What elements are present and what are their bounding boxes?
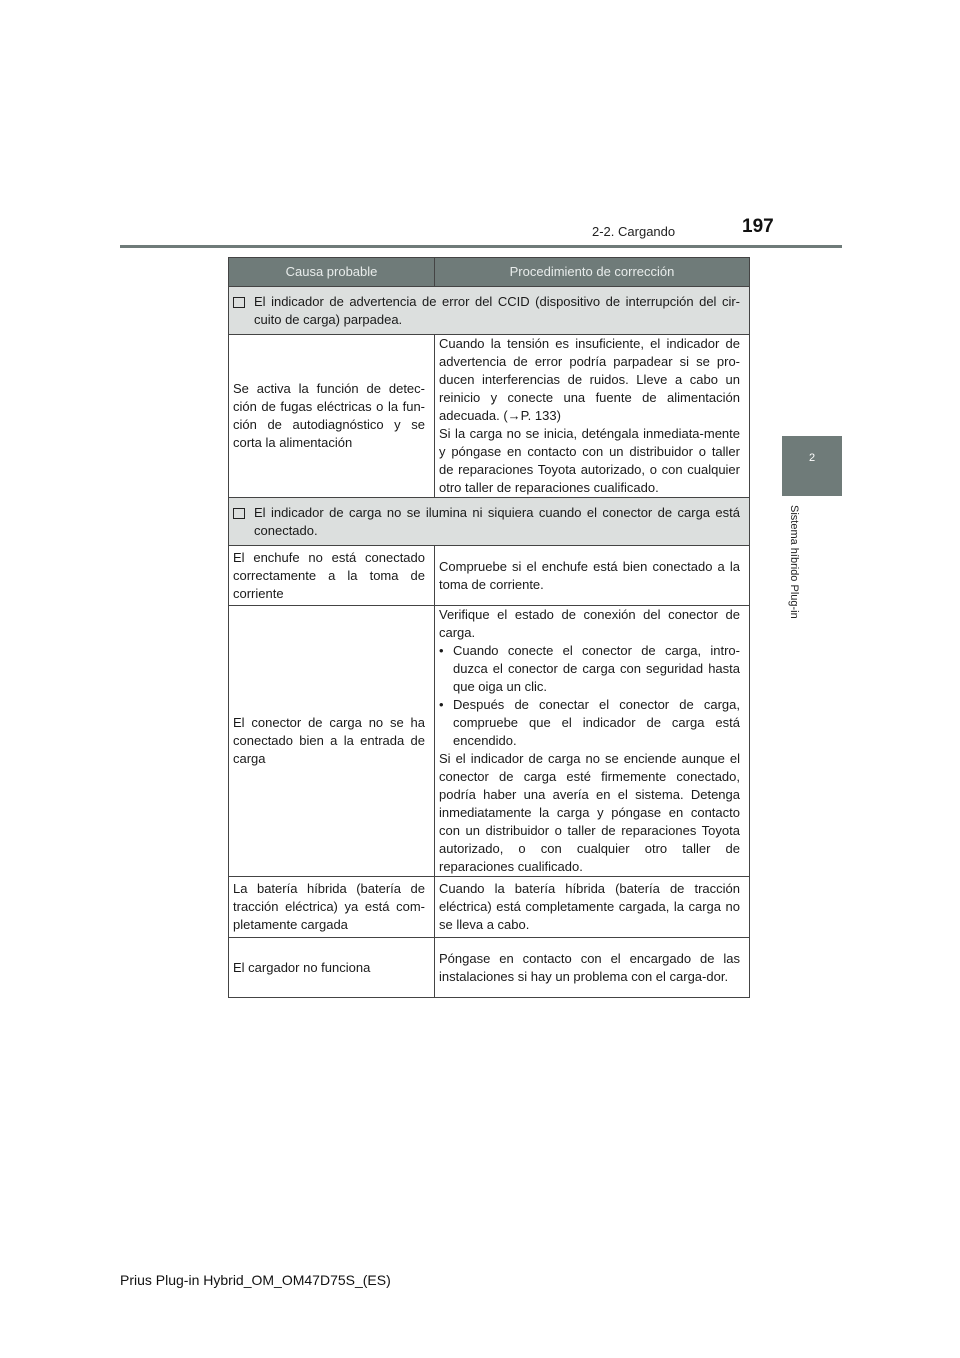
checkbox-icon — [233, 508, 245, 519]
list-item: • Después de conectar el conector de carga, compruebe que el indicador de carga está encendido. — [439, 696, 740, 750]
chapter-tab — [782, 436, 842, 496]
section-row — [229, 498, 750, 546]
procedure-text: Cuando la tensión es insuficiente, el indicador de advertencia de error podría parpadear si se pro-ducen interferencias de ruidos. Lleve a cabo un reinicio y conecte una fuente de alimentación adecuada. (→P. 133) — [439, 336, 740, 423]
column-header-cause: Causa probable — [229, 258, 435, 287]
cause-cell: El conector de carga no se ha conectado bien a la entrada de carga — [229, 606, 435, 877]
procedure-cell: Compruebe si el enchufe está bien conectado a la toma de corriente. — [435, 546, 750, 606]
procedure-outro: Si el indicador de carga no se enciende aunque el conector de carga esté firmemente conectado, podría haber una avería en el sistema. Detenga inmediatamente la carga y póngase en contacto con un distribuidor o taller de reparaciones Toyota autorizado, o con cualquier otro taller de reparaciones cualificado. — [439, 751, 740, 874]
cause-cell: El enchufe no está conectado correctamente a la toma de corriente — [229, 546, 435, 606]
procedure-cell — [435, 606, 750, 877]
troubleshooting-table — [228, 257, 750, 998]
header-divider — [120, 245, 842, 248]
section-title-ccid: El indicador de advertencia de error del CCID (dispositivo de interrupción del cir-cuito de carga) parpadea. — [254, 293, 740, 327]
column-header-procedure: Procedimiento de corrección — [435, 258, 750, 287]
procedure-text: Si la carga no se inicia, deténgala inmediata-mente y póngase en contacto con un distribuidor o taller de reparaciones Toyota autorizado, o con cualquier otro taller de reparaciones cualificado. — [439, 426, 740, 495]
procedure-intro: Verifique el estado de conexión del conector de carga. — [439, 607, 740, 640]
page-number: 197 — [742, 216, 774, 237]
procedure-cell: Póngase en contacto con el encargado de las instalaciones si hay un problema con el carga-dor. — [435, 938, 750, 998]
cause-cell: Se activa la función de detec-ción de fugas eléctricas o la fun-ción de autodiagnóstico y se corta la alimentación — [229, 335, 435, 498]
table-row — [229, 546, 750, 606]
chapter-label: Sistema híbrido Plug-in — [788, 505, 800, 619]
table-header-row — [229, 258, 750, 287]
chapter-number: 2 — [808, 452, 816, 464]
procedure-bullets — [439, 642, 740, 750]
procedure-cell — [435, 335, 750, 498]
document-footer: Prius Plug-in Hybrid_OM_OM47D75S_(ES) — [120, 1272, 391, 1288]
table-row — [229, 877, 750, 938]
checkbox-icon — [233, 297, 245, 308]
procedure-cell: Cuando la batería híbrida (batería de tracción eléctrica) está completamente cargada, la carga no se lleva a cabo. — [435, 877, 750, 938]
cause-cell: El cargador no funciona — [229, 938, 435, 998]
table-row — [229, 606, 750, 877]
section-row — [229, 287, 750, 335]
section-title-charge-indicator: El indicador de carga no se ilumina ni siquiera cuando el conector de carga está conectado. — [254, 504, 740, 538]
table-row — [229, 335, 750, 498]
list-item: • Cuando conecte el conector de carga, intro-duzca el conector de carga con seguridad hasta que oiga un clic. — [439, 642, 740, 696]
section-title: 2-2. Cargando — [592, 224, 676, 239]
table-row — [229, 938, 750, 998]
cause-cell: La batería híbrida (batería de tracción eléctrica) ya está com-pletamente cargada — [229, 877, 435, 938]
